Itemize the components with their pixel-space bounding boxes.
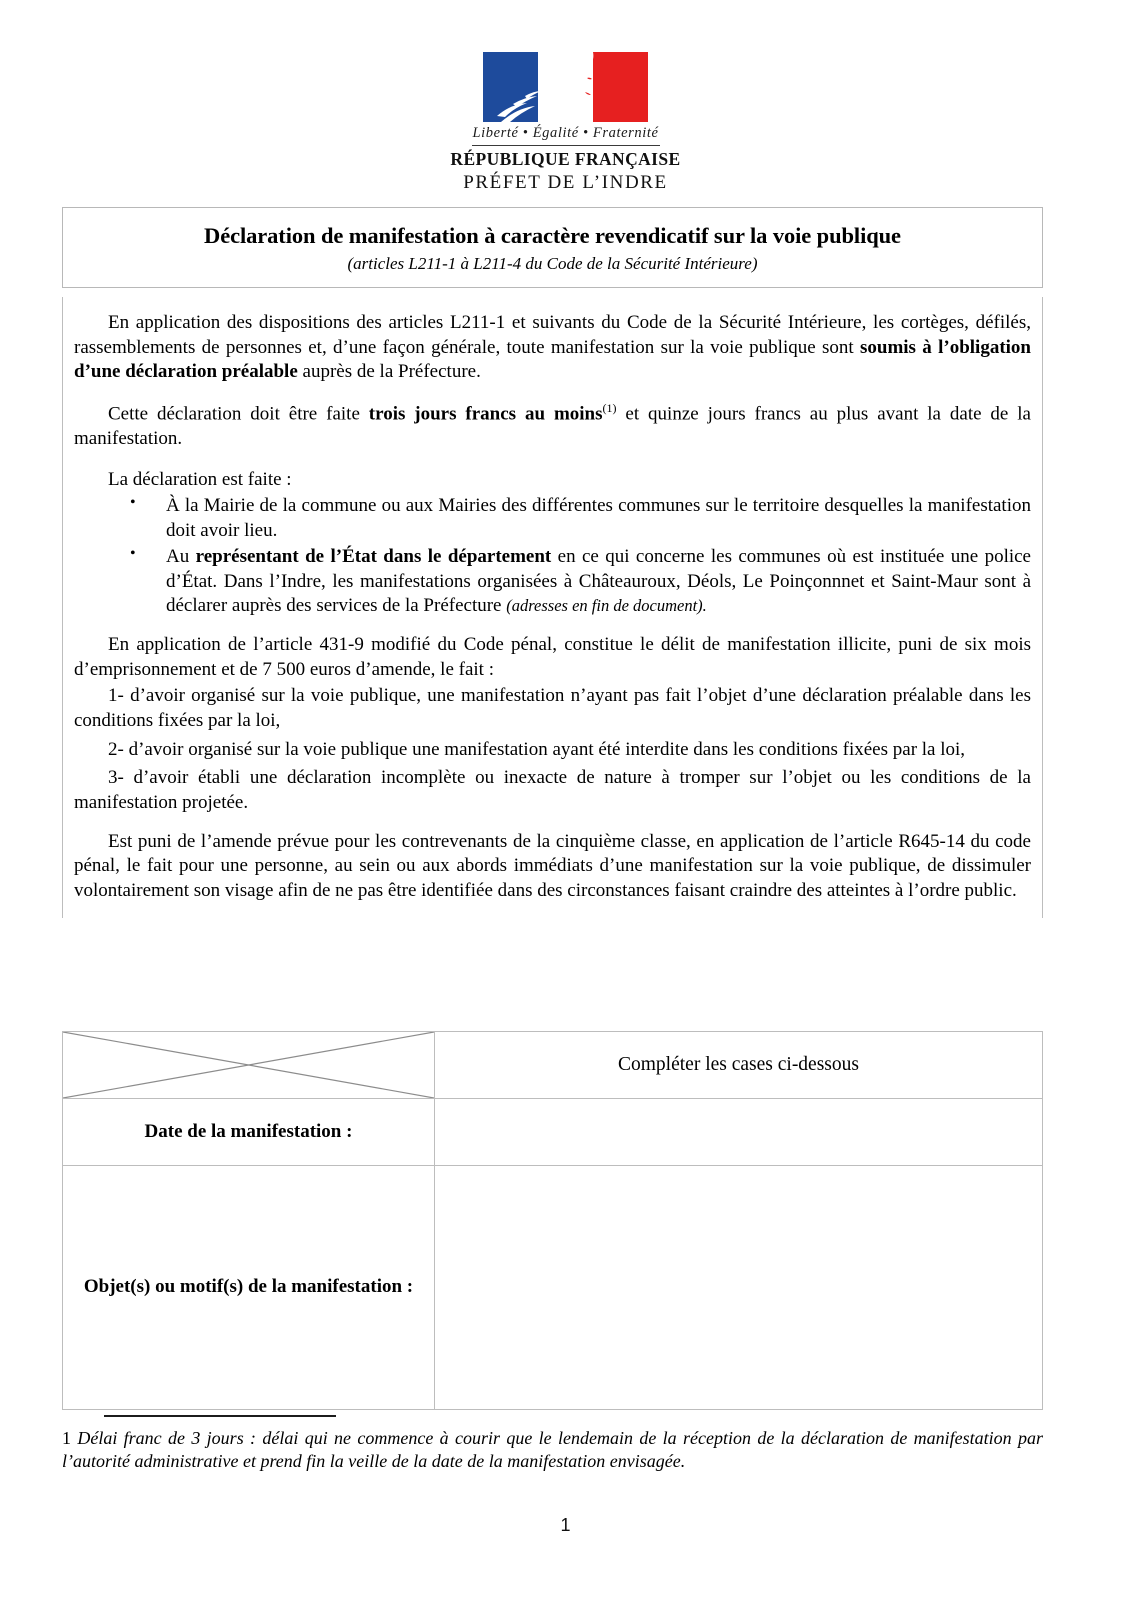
document-body — [62, 297, 1043, 918]
footnote-reference-marker: (1) — [602, 401, 617, 416]
page-title: Déclaration de manifestation à caractère revendicatif sur la voie publique — [204, 223, 901, 248]
field-input-objet[interactable] — [435, 1166, 1043, 1410]
prefet-indre-label: PRÉFET DE L’INDRE — [463, 172, 668, 194]
delit-item-1: 1- d’avoir organisé sur la voie publique, une manifestation n’ayant pas fait l’objet d’une déclaration préalable dans les conditions fixées par la loi, — [74, 685, 1031, 731]
footnote-area — [62, 1415, 1043, 1473]
cross-out-icon — [63, 1032, 434, 1098]
bullet2-text-before: Au — [166, 545, 196, 567]
page-subtitle: (articles L211-1 à L211-4 du Code de la Sécurité Intérieure) — [347, 254, 758, 274]
declaration-form-table — [62, 1031, 1043, 1410]
field-input-date[interactable] — [435, 1099, 1043, 1166]
list-item — [130, 545, 1031, 619]
devise-republicaine: Liberté • Égalité • Fraternité — [472, 125, 659, 141]
paragraph-dissimulation-visage: Est puni de l’amende prévue pour les contrevenants de la cinquième classe, en application de l’article R645-14 du code pénal, le fait pour une personne, au sein ou aux abords immédiats d’une manifestation sur la voie publique, de dissimuler volontairement son visage afin de ne pas être identifiée dans des circonstances faisant craindre des atteintes à l’ordre public. — [74, 830, 1031, 902]
page-number: 1 — [560, 1515, 571, 1535]
bullet2-italic-note: (adresses en fin de document). — [506, 596, 707, 616]
para2-text-after: et quinze jours francs au plus avant la date de la manifestation. — [74, 403, 1031, 450]
list-lead-in: La déclaration est faite : — [108, 468, 292, 490]
paragraph-delit: En application de l’article 431-9 modifié du Code pénal, constitue le délit de manifestation illicite, puni de six mois d’emprisonnement et de 7 500 euros d’amende, le fait : — [74, 633, 1031, 680]
field-label-objet: Objet(s) ou motif(s) de la manifestation : — [63, 1166, 435, 1410]
footnote-1 — [62, 1427, 1043, 1473]
footnote-number: 1 — [62, 1428, 78, 1448]
republique-francaise-marianne-logo-icon — [483, 52, 648, 122]
field-label-date: Date de la manifestation : — [63, 1099, 435, 1166]
footnote-separator — [104, 1415, 336, 1417]
paragraph-obligation — [74, 311, 1031, 385]
para1-bold-phrase: soumis à l’obligation d’une déclaration préalable — [74, 336, 1031, 383]
table-row — [63, 1032, 1043, 1099]
document-header — [0, 52, 1131, 194]
devise-divider — [472, 145, 660, 146]
delit-item-2: 2- d’avoir organisé sur la voie publique une manifestation ayant été interdite dans les conditions fixées par la loi, — [108, 738, 966, 760]
crossed-out-header-cell — [63, 1032, 435, 1099]
document-title-box — [62, 207, 1043, 288]
para1-text-after: auprès de la Préfecture. — [297, 361, 481, 383]
para2-text-before: Cette déclaration doit être faite — [108, 403, 369, 425]
paragraph-delai — [74, 401, 1031, 452]
footnote-body-text: Délai franc de 3 jours : délai qui ne commence à courir que le lendemain de la réception de la déclaration de manifestation par l’autorité administrative et prend fin la veille de la date de la manifestation envisagée. — [62, 1428, 1043, 1472]
para1-text-before: En application des dispositions des articles L211-1 et suivants du Code de la Sécurité Intérieure, les cortèges, défilés, rassemblements de personnes et, d’une façon générale, toute manifestation sur la voie publique sont — [74, 312, 1031, 358]
para2-bold-phrase: trois jours francs au moins — [368, 403, 603, 425]
delit-item-3: 3- d’avoir établi une déclaration incomplète ou inexacte de nature à tromper sur l’objet ou les conditions de la manifestation projetée. — [74, 767, 1031, 814]
bullet2-text-after: en ce qui concerne les communes où est instituée une police d’État. Dans l’Indre, les manifestations organisées à Châteauroux, Déols, Le Poinçonnnet et Saint-Maur sont à déclarer auprès des services de la Préfecture — [166, 545, 1031, 617]
list-item — [130, 494, 1031, 543]
bullet1-text: À la Mairie de la commune ou aux Mairies des différentes communes sur le territoire desquelles la manifestation doit avoir lieu. — [166, 495, 1031, 542]
table-row — [63, 1166, 1043, 1410]
table-instruction-header: Compléter les cases ci-dessous — [435, 1032, 1043, 1099]
bullet2-bold-phrase: représentant de l’État dans le département — [195, 545, 552, 567]
republique-francaise-label: RÉPUBLIQUE FRANÇAISE — [450, 148, 681, 169]
table-row — [63, 1099, 1043, 1166]
declaration-recipients-list — [74, 494, 1031, 618]
